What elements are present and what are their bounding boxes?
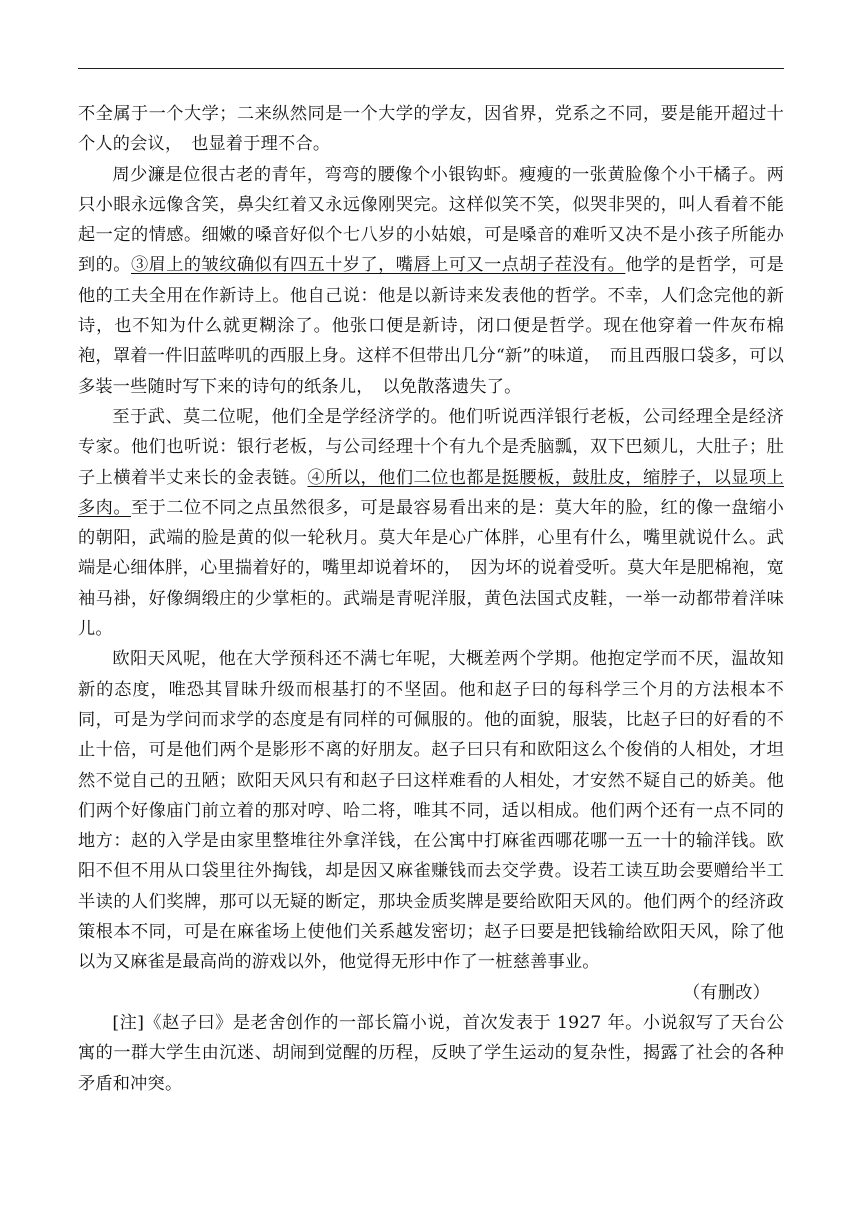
header-rule: [78, 68, 784, 69]
paragraph-4: 欧阳天风呢，他在大学预科还不满七年呢，大概差两个学期。他抱定学而不厌，温故知新的态度，唯恐其冒昧升级而根基打的不坚固。他和赵子曰的每科学三个月的方法根本不同，可是为学问而求学的态度是有同样的可佩服的。他的面貌，服装，比赵子曰的好看的不止十倍，可是他们两个是影形不离的好朋友。赵子曰只有和欧阳这么个俊俏的人相处，才坦然不觉自己的丑陋；欧阳天风只有和赵子曰这样难看的人相处，才安然不疑自己的娇美。他们两个好像庙门前立着的那对哼、哈二将，唯其不同，适以相成。他们两个还有一点不同的地方：赵的入学是由家里整堆往外拿洋钱，在公寓中打麻雀西哪花哪一五一十的输洋钱。欧阳不但不用从口袋里往外掏钱，却是因又麻雀赚钱而去交学费。设若工读互助会要赠给半工半读的人们奖牌，那可以无疑的断定，那块金质奖牌是要给欧阳天风的。他们两个的经济政策根本不同，可是在麻雀场上使他们关系越发密切；赵子曰要是把钱输给欧阳天风，除了他以为又麻雀是最高尚的游戏以外，他觉得无形中作了一桩慈善事业。: [78, 649, 784, 973]
paragraph-2: [78, 160, 784, 402]
paragraph-3-text-after: 至于二位不同之点虽然很多，可是最容易看出来的是：莫大年的脸，红的像一盘缩小的朝阳，武端的脸是黄的似一轮秋月。莫大年是心广体胖，心里有什么，嘴里就说什么。武端是心细体胖，心里揣着好的，嘴里却说着坏的， 因为坏的说着受听。莫大年是肥棉袍，宽袖马褂，好像绸缎庄的少掌柜的。武端是青呢洋服，黄色法国式皮鞋，一举一动都带着洋味儿。: [78, 497, 785, 640]
underlined-sentence-4: ④所以，他们二位也都是挺腰板，鼓肚皮，缩脖子，以显项上多肉。: [78, 467, 785, 518]
footnote: [注]《赵子曰》是老舍创作的一部长篇小说，首次发表于 1927 年。小说叙写了天台公寓的一群大学生由沉迷、胡闹到觉醒的历程，反映了学生运动的复杂性，揭露了社会的各种矛盾和冲突。: [78, 1012, 784, 1094]
paragraph-1: 不全属于一个大学；二来纵然同是一个大学的学友，因省界，党系之不同，要是能开超过十个人的会议， 也显着于理不合。: [78, 104, 784, 155]
paragraph-3: [78, 402, 784, 644]
article-body: [78, 99, 784, 1099]
underlined-sentence-3: ③眉上的皱纹确似有四五十岁了，嘴唇上可又一点胡子茬没有。: [130, 255, 626, 276]
source-note: （有删改）: [683, 982, 770, 1003]
paragraph-2-text-before: 周少濂是位很古老的青年，弯弯的腰像个小银钩虾。瘦瘦的一张黄脸像个小干橘子。两只小眼永远像含笑，鼻尖红着又永远像刚哭完。这样似笑不笑，似哭非哭的，叫人看着不能起一定的情感。细嫩的嗓音好似个七八岁的小姑娘，可是嗓音的难听又决不是小孩子所能办到的。: [78, 164, 784, 276]
paragraph-3-text-before: 至于武、莫二位呢，他们全是学经济学的。他们听说西洋银行老板，公司经理全是经济专家。他们也听说：银行老板，与公司经理十个有九个是秃脑瓢，双下巴颏儿，大肚子；肚子上横着半丈来长的金表链。: [78, 406, 784, 488]
paragraph-2-text-after: 他学的是哲学，可是他的工夫全用在作新诗上。他自己说：他是以新诗来发表他的哲学。不幸，人们念完他的新诗，也不知为什么就更糊涂了。他张口便是新诗，闭口便是哲学。现在他穿着一件灰布棉袍，罩着一件旧蓝哔叽的西服上身。这样不但带出几分“新”的味道， 而且西服口袋多，可以多装一些随时写下来的诗句的纸条儿， 以免散落遗失了。: [78, 255, 784, 397]
